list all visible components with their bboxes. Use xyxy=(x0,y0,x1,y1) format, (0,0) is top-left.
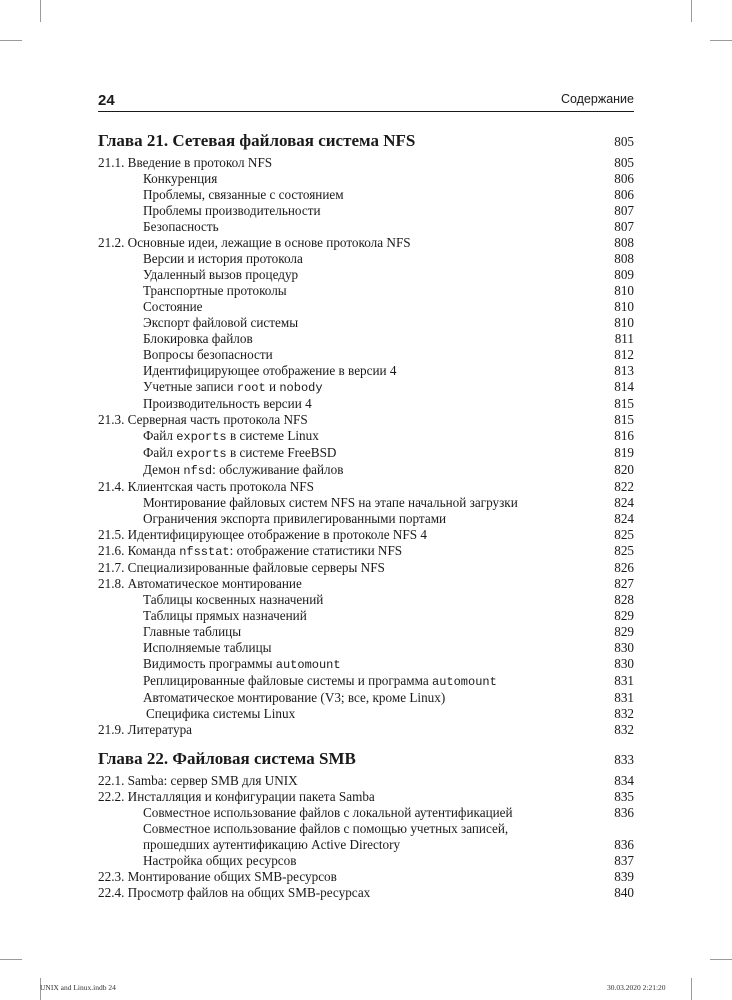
toc-entry-page: 825 xyxy=(614,543,634,558)
code-fragment: automount xyxy=(432,675,497,689)
toc-entry-page: 805 xyxy=(614,155,634,170)
toc-entry-page: 810 xyxy=(614,315,634,330)
toc-entry[interactable] xyxy=(98,379,634,396)
toc-entry-title: Экспорт файловой системы xyxy=(143,315,299,330)
toc-entry[interactable] xyxy=(98,187,634,203)
toc-entry-page: 824 xyxy=(614,511,634,526)
toc-entry[interactable] xyxy=(98,805,634,821)
toc-entry[interactable] xyxy=(98,412,634,428)
toc-entry-page: 809 xyxy=(614,267,634,282)
running-title: Содержание xyxy=(560,92,634,106)
toc-entry-title: Удаленный вызов процедур xyxy=(143,267,299,282)
code-fragment: automount xyxy=(275,658,341,672)
toc-entry-title: Совместное использование файлов с помощью учетных записей, xyxy=(143,821,509,836)
toc-entry-title xyxy=(98,445,336,462)
toc-entry-page: 830 xyxy=(614,640,634,655)
text-fragment: Файл xyxy=(143,445,177,460)
toc-entry-title: 21.3. Серверная часть протокола NFS xyxy=(98,412,308,427)
text-fragment: Демон xyxy=(143,462,184,477)
toc-entry-page: 805 xyxy=(614,134,634,149)
toc-entry[interactable] xyxy=(98,331,634,347)
toc-entry-page: 808 xyxy=(614,251,634,266)
toc-entry-title: 22.1. Samba: сервер SMB для UNIX xyxy=(98,773,298,788)
code-fragment: exports xyxy=(176,430,227,444)
toc-entry-page: 833 xyxy=(614,752,634,767)
toc-entry[interactable] xyxy=(98,251,634,267)
toc-entry-title: 21.9. Литература xyxy=(98,722,193,737)
toc-entry[interactable] xyxy=(98,624,634,640)
crop-mark xyxy=(40,0,41,22)
page-number: 24 xyxy=(98,92,115,109)
toc-entry-title: 22.2. Инсталляция и конфигурации пакета Samba xyxy=(98,789,375,804)
text-fragment: и xyxy=(265,379,280,394)
toc-entry-page: 807 xyxy=(614,219,634,234)
toc-entry[interactable] xyxy=(98,479,634,495)
toc-entry-page: 839 xyxy=(614,869,634,884)
toc-entry[interactable] xyxy=(98,576,634,592)
toc-entry-page: 824 xyxy=(614,495,634,510)
toc-entry-title: прошедших аутентификацию Active Directory xyxy=(143,837,401,852)
toc-entry[interactable] xyxy=(98,853,634,869)
toc-entry-page: 813 xyxy=(614,363,634,378)
toc-entry-page: 815 xyxy=(614,412,634,427)
toc-entry[interactable] xyxy=(98,428,634,445)
code-fragment: root xyxy=(236,381,266,395)
toc-entry-title xyxy=(98,462,343,479)
toc-entry-page: 828 xyxy=(614,592,634,607)
toc-entry[interactable] xyxy=(98,267,634,283)
toc-entry[interactable] xyxy=(98,560,634,576)
toc-entry-title: 22.4. Просмотр файлов на общих SMB-ресурсах xyxy=(98,885,371,900)
toc-entry-title: Совместное использование файлов с локальной аутентификацией xyxy=(143,805,513,820)
toc-entry-title: 22.3. Монтирование общих SMB-ресурсов xyxy=(98,869,337,884)
toc-entry-page: 819 xyxy=(614,445,634,460)
toc-entry-title: 21.5. Идентифицирующее отображение в протоколе NFS 4 xyxy=(98,527,427,542)
toc-entry-page: 829 xyxy=(614,608,634,623)
toc-entry-title xyxy=(98,379,323,396)
chapter-gap xyxy=(98,738,634,748)
text-fragment: : отображение статистики NFS xyxy=(229,543,403,558)
toc-entry-page: 815 xyxy=(614,396,634,411)
toc-entry[interactable] xyxy=(98,511,634,527)
text-fragment: в системе Linux xyxy=(226,428,319,443)
toc-entry[interactable] xyxy=(98,445,634,462)
toc-entry-title: Версии и история протокола xyxy=(143,251,303,266)
toc-entry-title: Идентифицирующее отображение в версии 4 xyxy=(143,363,397,378)
toc-entry-page: 832 xyxy=(614,706,634,721)
toc-entry-page: 834 xyxy=(614,773,634,788)
toc-entry-title: Исполняемые таблицы xyxy=(143,640,272,655)
toc-entry-title: 21.4. Клиентская часть протокола NFS xyxy=(98,479,314,494)
toc-entry[interactable] xyxy=(98,821,634,837)
footer-file-info: UNIX and Linux.indb 24 xyxy=(40,983,116,992)
toc-entry[interactable] xyxy=(98,203,634,219)
toc-entry-page: 822 xyxy=(614,479,634,494)
crop-mark xyxy=(710,959,732,960)
toc-entry[interactable] xyxy=(98,656,634,673)
toc-entry[interactable] xyxy=(98,543,634,560)
toc-chapter-entry[interactable] xyxy=(98,748,634,771)
toc-entry-page: 811 xyxy=(614,331,634,346)
toc-entry[interactable] xyxy=(98,315,634,331)
toc-entry-page: 814 xyxy=(614,379,634,394)
toc-entry[interactable] xyxy=(98,363,634,379)
toc-entry[interactable] xyxy=(98,283,634,299)
toc-entry-title: Таблицы косвенных назначений xyxy=(143,592,324,607)
toc-entry-page: 816 xyxy=(614,428,634,443)
toc-entry-title: Таблицы прямых назначений xyxy=(143,608,307,623)
toc-entry[interactable] xyxy=(98,396,634,412)
toc-entry-page: 827 xyxy=(614,576,634,591)
toc-entry-title: 21.1. Введение в протокол NFS xyxy=(98,155,273,170)
toc-entry[interactable] xyxy=(98,527,634,543)
toc-entry-title: Глава 22. Файловая система SMB xyxy=(98,749,356,768)
toc-entry[interactable] xyxy=(98,592,634,608)
toc-entry-page: 810 xyxy=(614,283,634,298)
text-fragment: 21.6. Команда xyxy=(98,543,180,558)
footer-timestamp: 30.03.2020 2:21:20 xyxy=(607,983,666,992)
running-header xyxy=(98,90,634,110)
code-fragment: nfsstat xyxy=(179,545,230,559)
toc-entry[interactable] xyxy=(98,690,634,706)
toc-entry-title: Безопасность xyxy=(143,219,219,234)
toc-entry-page: 831 xyxy=(614,673,634,688)
table-of-contents xyxy=(98,130,634,901)
toc-entry[interactable] xyxy=(98,869,634,885)
toc-entry-page: 820 xyxy=(614,462,634,477)
toc-entry[interactable] xyxy=(98,155,634,171)
toc-entry-page: 830 xyxy=(614,656,634,671)
toc-entry-title: Проблемы, связанные с состоянием xyxy=(143,187,344,202)
toc-entry-page: 826 xyxy=(614,560,634,575)
toc-entry[interactable] xyxy=(98,219,634,235)
toc-entry-title xyxy=(98,656,341,673)
toc-entry-title: 21.7. Специализированные файловые серверы NFS xyxy=(98,560,385,575)
text-fragment: Видимость программы xyxy=(143,656,276,671)
toc-entry-page: 836 xyxy=(614,805,634,820)
text-fragment: : обслуживание файлов xyxy=(212,462,344,477)
toc-entry-page: 808 xyxy=(614,235,634,250)
toc-entry[interactable] xyxy=(98,462,634,479)
toc-entry[interactable] xyxy=(98,837,634,853)
toc-entry-page: 825 xyxy=(614,527,634,542)
toc-entry-page: 835 xyxy=(614,789,634,804)
toc-entry-title: Проблемы производительности xyxy=(143,203,321,218)
toc-entry-title xyxy=(98,673,497,690)
toc-entry-title: Главные таблицы xyxy=(143,624,242,639)
toc-entry-title: Монтирование файловых систем NFS на этапе начальной загрузки xyxy=(143,495,518,510)
toc-entry-title: Состояние xyxy=(143,299,203,314)
toc-entry[interactable] xyxy=(98,773,634,789)
toc-entry-title: Ограничения экспорта привилегированными портами xyxy=(143,511,447,526)
text-fragment: в системе FreeBSD xyxy=(226,445,337,460)
code-fragment: nfsd xyxy=(183,464,213,478)
toc-entry-title: Производительность версии 4 xyxy=(143,396,312,411)
toc-chapter-entry[interactable] xyxy=(98,130,634,153)
toc-entry-page: 806 xyxy=(614,171,634,186)
toc-entry-page: 810 xyxy=(614,299,634,314)
toc-entry-title: 21.8. Автоматическое монтирование xyxy=(98,576,302,591)
toc-entry-title: 21.2. Основные идеи, лежащие в основе протокола NFS xyxy=(98,235,411,250)
toc-entry-title: Настройка общих ресурсов xyxy=(143,853,297,868)
toc-entry-page: 831 xyxy=(614,690,634,705)
toc-entry-title xyxy=(98,428,319,445)
toc-entry[interactable] xyxy=(98,235,634,251)
toc-entry-title: Специфика системы Linux xyxy=(146,706,296,721)
toc-entry[interactable] xyxy=(98,299,634,315)
toc-entry-page: 836 xyxy=(614,837,634,852)
toc-entry[interactable] xyxy=(98,640,634,656)
toc-entry[interactable] xyxy=(98,706,634,722)
toc-entry[interactable] xyxy=(98,722,634,738)
toc-entry-title: Конкуренция xyxy=(143,171,218,186)
code-fragment: nobody xyxy=(279,381,323,395)
toc-entry[interactable] xyxy=(98,673,634,690)
toc-entry-title: Глава 21. Сетевая файловая система NFS xyxy=(98,131,416,150)
toc-entry-page: 832 xyxy=(614,722,634,737)
toc-entry-page: 807 xyxy=(614,203,634,218)
toc-entry-page: 840 xyxy=(614,885,634,900)
toc-entry-page: 806 xyxy=(614,187,634,202)
header-rule xyxy=(98,111,634,112)
toc-entry-title: Транспортные протоколы xyxy=(143,283,287,298)
toc-entry-title: Автоматическое монтирование (V3; все, кроме Linux) xyxy=(143,690,446,705)
toc-entry[interactable] xyxy=(98,171,634,187)
toc-entry[interactable] xyxy=(98,608,634,624)
code-fragment: exports xyxy=(176,447,227,461)
toc-entry[interactable] xyxy=(98,347,634,363)
crop-mark xyxy=(0,40,22,41)
toc-entry[interactable] xyxy=(98,789,634,805)
crop-mark xyxy=(691,978,692,1000)
toc-entry-title: Блокировка файлов xyxy=(143,331,253,346)
toc-entry[interactable] xyxy=(98,495,634,511)
toc-entry-title xyxy=(98,543,402,560)
toc-entry-page: 837 xyxy=(614,853,634,868)
toc-entry-title: Вопросы безопасности xyxy=(143,347,273,362)
toc-entry-page: 812 xyxy=(614,347,634,362)
text-fragment: Учетные записи xyxy=(143,379,237,394)
crop-mark xyxy=(691,0,692,22)
toc-entry-page: 829 xyxy=(614,624,634,639)
text-fragment: Реплицированные файловые системы и программа xyxy=(143,673,432,688)
toc-entry[interactable] xyxy=(98,885,634,901)
crop-mark xyxy=(0,959,22,960)
crop-mark xyxy=(710,40,732,41)
text-fragment: Файл xyxy=(143,428,177,443)
